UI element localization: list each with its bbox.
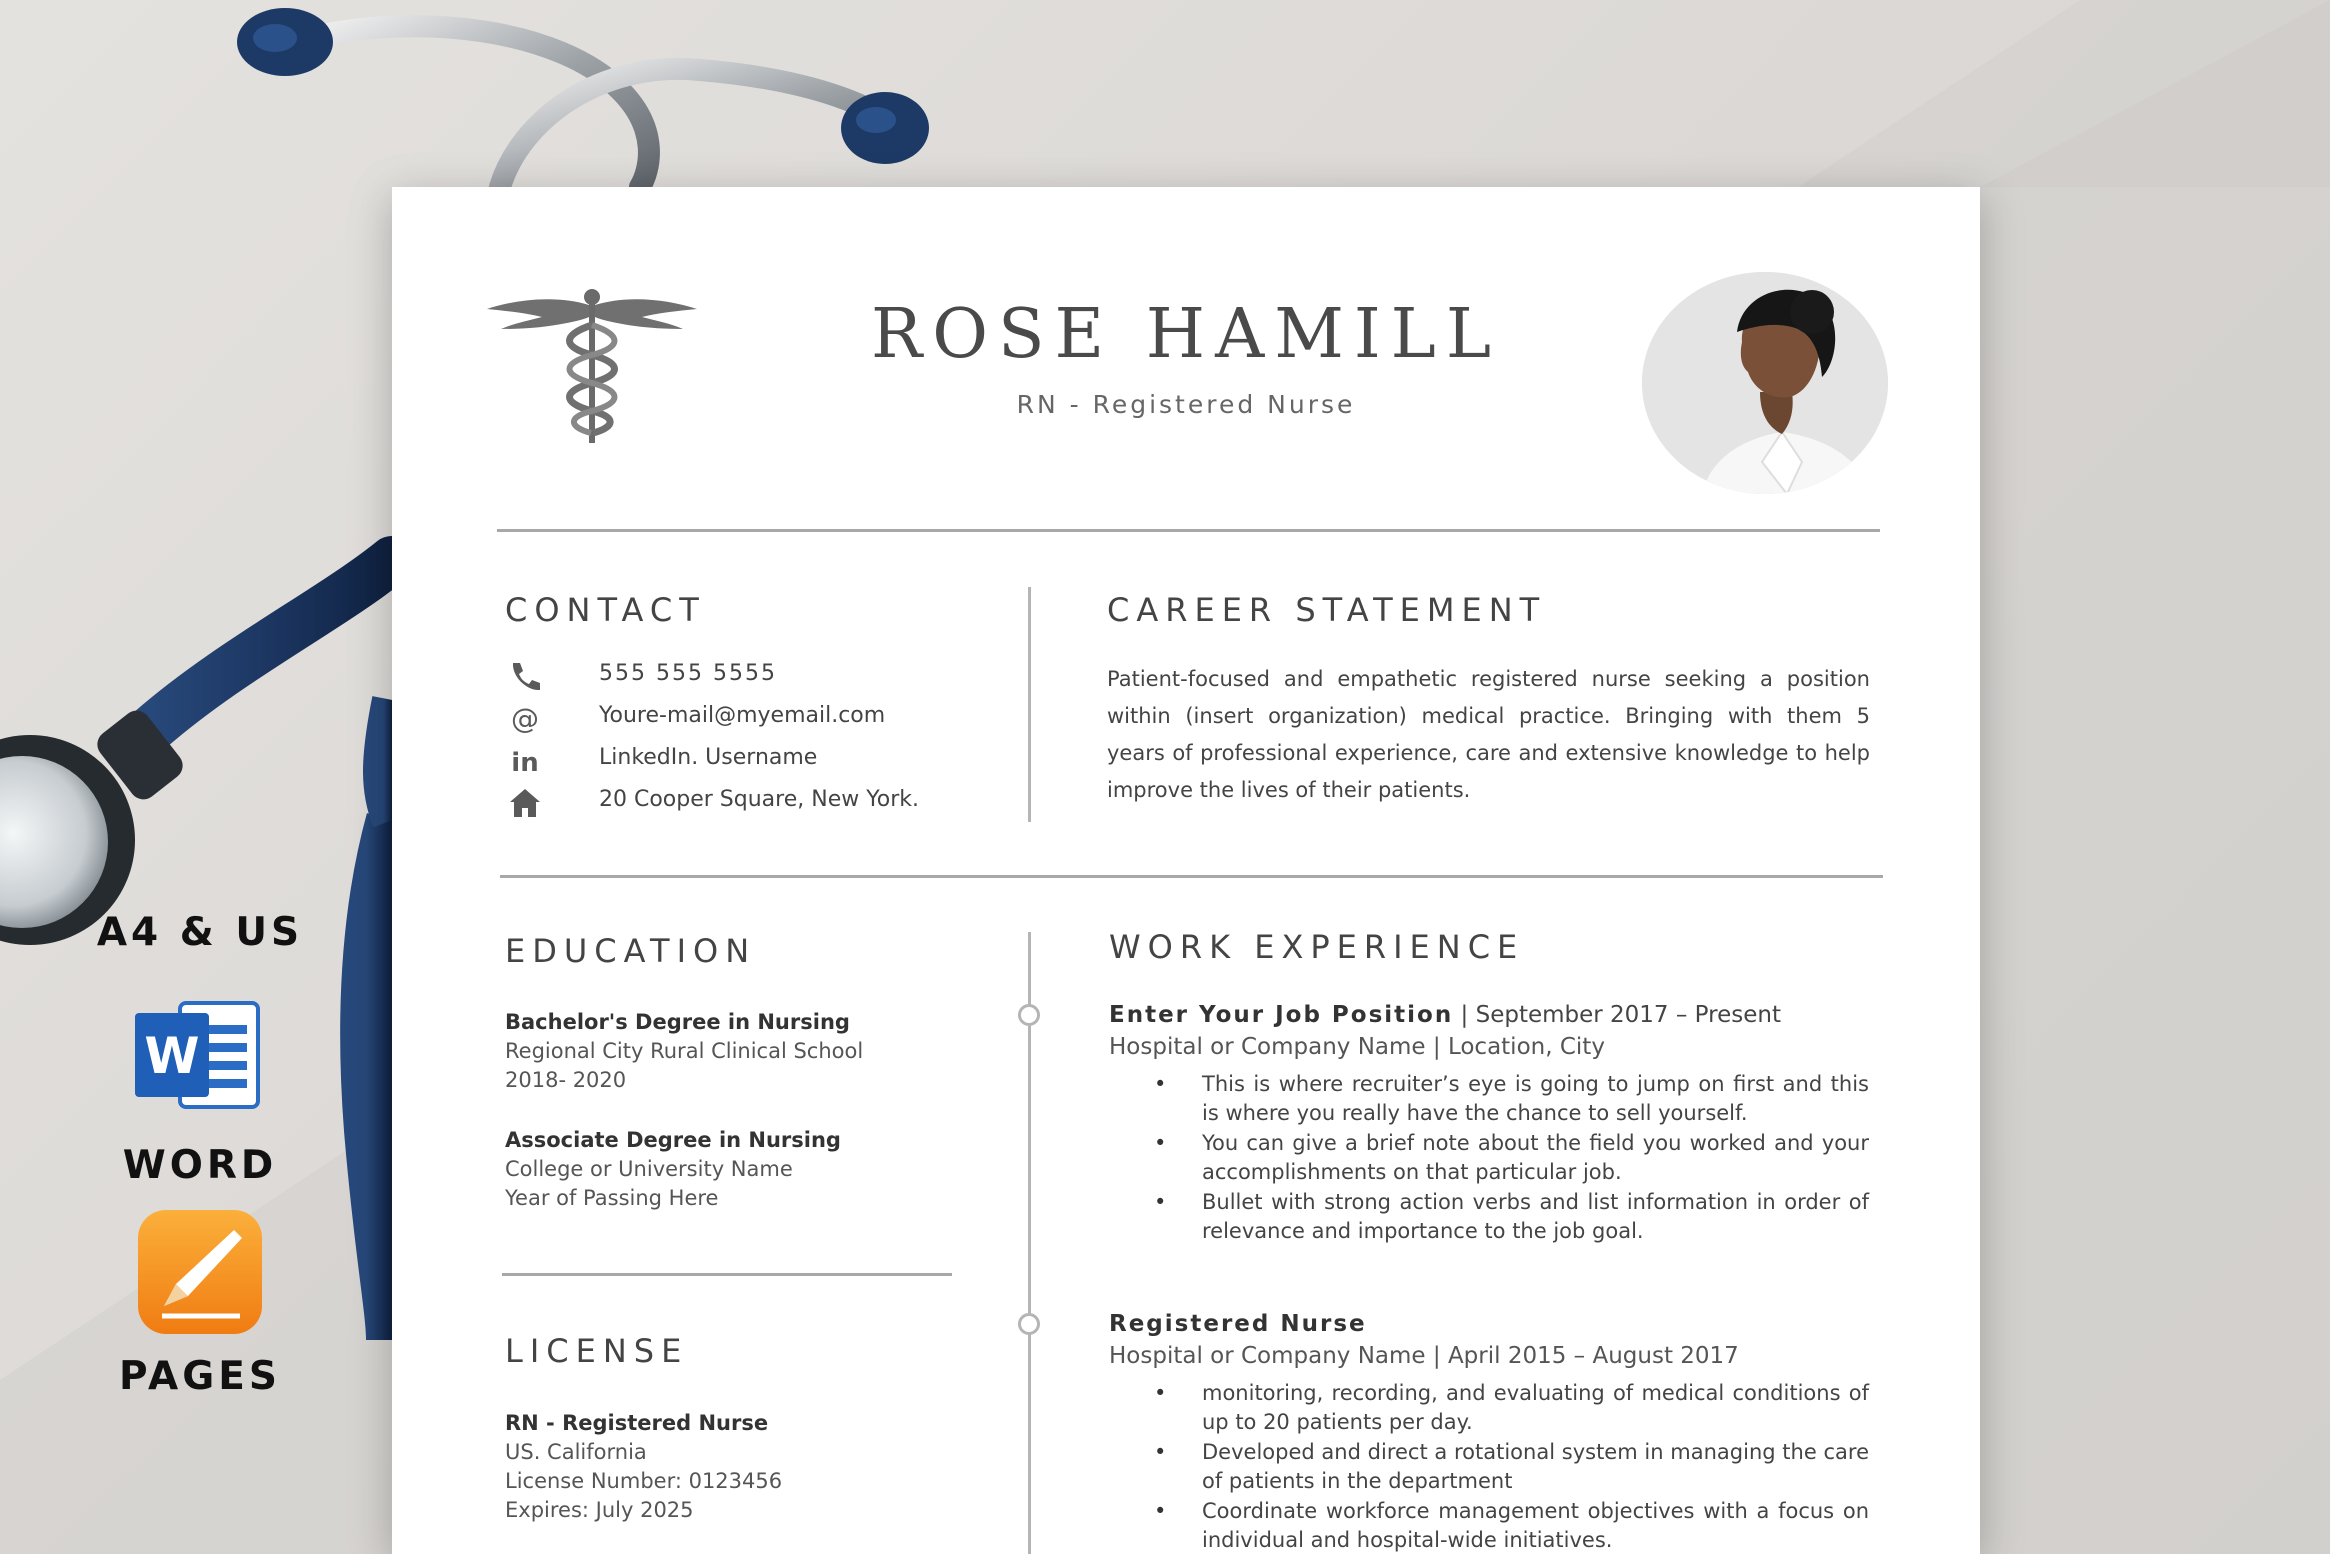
job-header <box>1109 1311 1367 1337</box>
job-header <box>1109 1002 1781 1028</box>
education-heading: EDUCATION <box>505 932 757 970</box>
job-company: Hospital or Company Name | April 2015 – August 2017 <box>1109 1343 1739 1369</box>
job-company: Hospital or Company Name | Location, City <box>1109 1034 1605 1060</box>
education-item <box>505 1008 965 1095</box>
job-dates: | September 2017 – Present <box>1453 1002 1781 1028</box>
resume-document <box>392 187 1980 1554</box>
svg-text:W: W <box>144 1027 200 1085</box>
education-divider <box>502 1273 952 1276</box>
contact-heading: CONTACT <box>505 591 706 629</box>
formats-label: A4 & US <box>96 910 304 955</box>
svg-text:@: @ <box>511 702 539 735</box>
license-number: License Number: 0123456 <box>505 1469 783 1493</box>
job-bullets <box>1109 1070 1869 1247</box>
license-item <box>505 1409 965 1525</box>
license-name: RN - Registered Nurse <box>505 1411 769 1435</box>
address-text: 20 Cooper Square, New York. <box>599 787 919 812</box>
linkedin-icon <box>507 743 543 779</box>
contact-linkedin <box>507 743 927 783</box>
license-location: US. California <box>505 1440 647 1464</box>
work-heading: WORK EXPERIENCE <box>1109 928 1525 966</box>
contact-divider-vertical <box>1028 587 1031 822</box>
timeline-dot <box>1018 1004 1040 1026</box>
job-bullet: • Developed and direct a rotational system in managing the care of patients in the department <box>1109 1438 1869 1496</box>
education-years: Year of Passing Here <box>505 1186 719 1210</box>
timeline-dot <box>1018 1313 1040 1335</box>
home-icon <box>507 785 543 821</box>
word-label: WORD <box>122 1143 278 1188</box>
job-position: Enter Your Job Position <box>1109 1002 1454 1028</box>
phone-icon <box>507 659 543 695</box>
education-degree: Bachelor's Degree in Nursing <box>505 1010 850 1034</box>
header-divider <box>497 529 1880 532</box>
job-bullet: • monitoring, recording, and evaluating of medical conditions of up to 20 patients per day. <box>1109 1379 1869 1437</box>
education-school: Regional City Rural Clinical School <box>505 1039 864 1063</box>
education-item <box>505 1126 965 1213</box>
format-badges <box>95 910 305 1399</box>
svg-text:in: in <box>511 748 539 778</box>
job-bullets <box>1109 1379 1869 1554</box>
job-bullet: • This is where recruiter’s eye is going to jump on first and this is where you really have the chance to sell yourself. <box>1109 1070 1869 1128</box>
education-degree: Associate Degree in Nursing <box>505 1128 841 1152</box>
career-text: Patient-focused and empathetic registered nurse seeking a position within (insert organization) medical practice. Bringing with them 5 years of professional experience, care and extensive knowledge to help improve the lives of their patients. <box>1107 667 1870 802</box>
job-bullet: • Bullet with strong action verbs and list information in order of relevance and importance to the job goal. <box>1109 1188 1869 1246</box>
resume-name: ROSE HAMILL <box>871 295 1501 374</box>
section-divider <box>500 875 1883 878</box>
education-years: 2018- 2020 <box>505 1068 627 1092</box>
at-sign-icon <box>507 701 543 737</box>
license-expires: Expires: July 2025 <box>505 1498 694 1522</box>
job-position: Registered Nurse <box>1109 1311 1367 1337</box>
resume-title: RN - Registered Nurse <box>1016 390 1356 419</box>
phone-text: 555 555 5555 <box>599 661 777 686</box>
contact-phone <box>507 659 927 699</box>
contact-address <box>507 785 927 825</box>
pages-label: PAGES <box>119 1354 281 1399</box>
apple-pages-icon <box>136 1208 264 1336</box>
career-heading: CAREER STATEMENT <box>1107 591 1547 629</box>
education-school: College or University Name <box>505 1157 793 1181</box>
linkedin-text: LinkedIn. Username <box>599 745 818 770</box>
contact-email <box>507 701 927 741</box>
profile-photo <box>1642 272 1888 494</box>
email-text: Youre-mail@myemail.com <box>599 703 886 728</box>
job-bullet: • Coordinate workforce management objectives with a focus on individual and hospital-wide initiatives. <box>1109 1497 1869 1554</box>
license-heading: LICENSE <box>505 1332 689 1370</box>
microsoft-word-icon <box>135 995 265 1115</box>
job-bullet: • You can give a brief note about the field you worked and your accomplishments on that particular job. <box>1109 1129 1869 1187</box>
